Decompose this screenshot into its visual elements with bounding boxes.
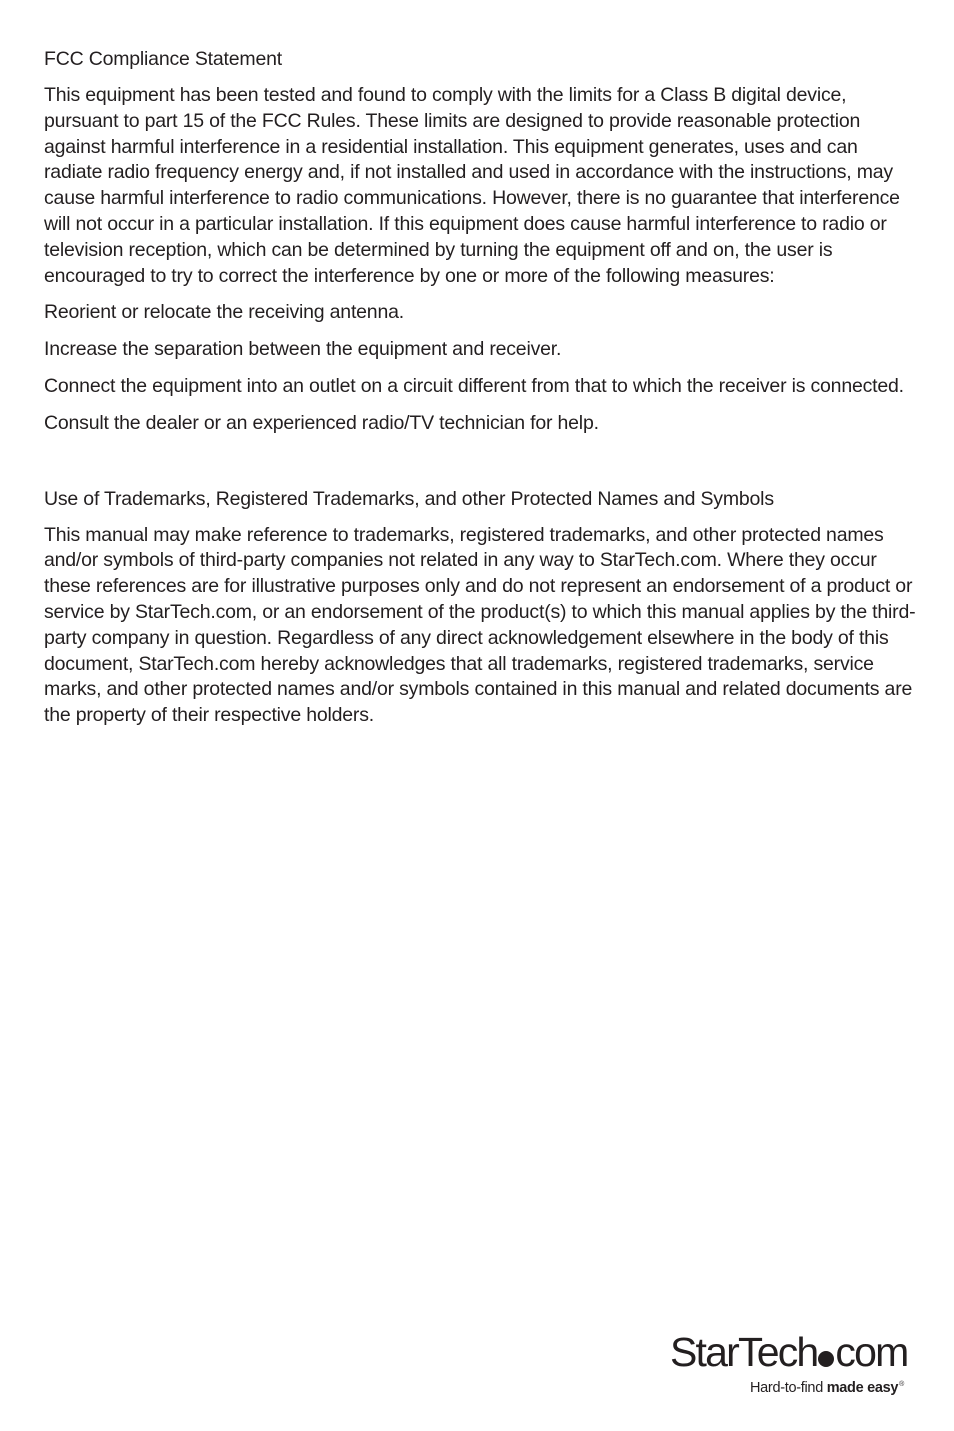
logo-tagline-regular: Hard-to-find [750,1380,823,1396]
fcc-measure-4: Consult the dealer or an experienced radio/TV technician for help. [44,411,599,434]
fcc-measure-3: Connect the equipment into an outlet on a circuit different from that to which the receiver is connected. [44,374,904,397]
logo-tagline-bold: made easy [826,1380,899,1396]
section-spacer [44,448,916,486]
document-page [44,46,916,740]
trademarks-body: This manual may make reference to trademarks, registered trademarks, and other protected names and/or symbols of third-party companies not related in any way to StarTech.com. Where they occur these references are for illustrative purposes only and do not represent an endorsement of a product or service by StarTech.com, or an endorsement of the product(s) to which this manual applies by the third-party company in question. Regardless of any direct acknowledgement elsewhere in the body of this document, StarTech.com hereby acknowledges that all trademarks, registered trademarks, service marks, and other protected names and/or symbols contained in this manual and related documents are the property of their respective holders. [44,523,916,727]
logo-tagline [750,1376,904,1397]
logo-name-part1: StarTech [670,1329,818,1375]
trademarks-heading: Use of Trademarks, Registered Trademarks, and other Protected Names and Symbols [44,487,774,510]
fcc-body: This equipment has been tested and found to comply with the limits for a Class B digital device, pursuant to part 15 of the FCC Rules. These limits are designed to provide reasonable protection against harmful interference in a residential installation. This equipment generates, uses and can radiate radio frequency energy and, if not installed and used in accordance with the instructions, may cause harmful interference to radio communications. However, there is no guarantee that interference will not occur in a particular installation. If this equipment does cause harmful interference to radio or television reception, which can be determined by turning the equipment off and on, the user is encouraged to try to correct the interference by one or more of the following measures: [44,84,900,287]
logo-name-part2: com [835,1329,908,1375]
fcc-measure-2: Increase the separation between the equipment and receiver. [44,338,562,361]
logo-dot-icon [818,1351,834,1367]
logo-wordmark [670,1330,907,1374]
startech-logo [670,1330,920,1400]
fcc-heading: FCC Compliance Statement [44,48,282,70]
registered-mark: ® [899,1381,905,1388]
fcc-measure-1: Reorient or relocate the receiving antenna. [44,301,404,324]
